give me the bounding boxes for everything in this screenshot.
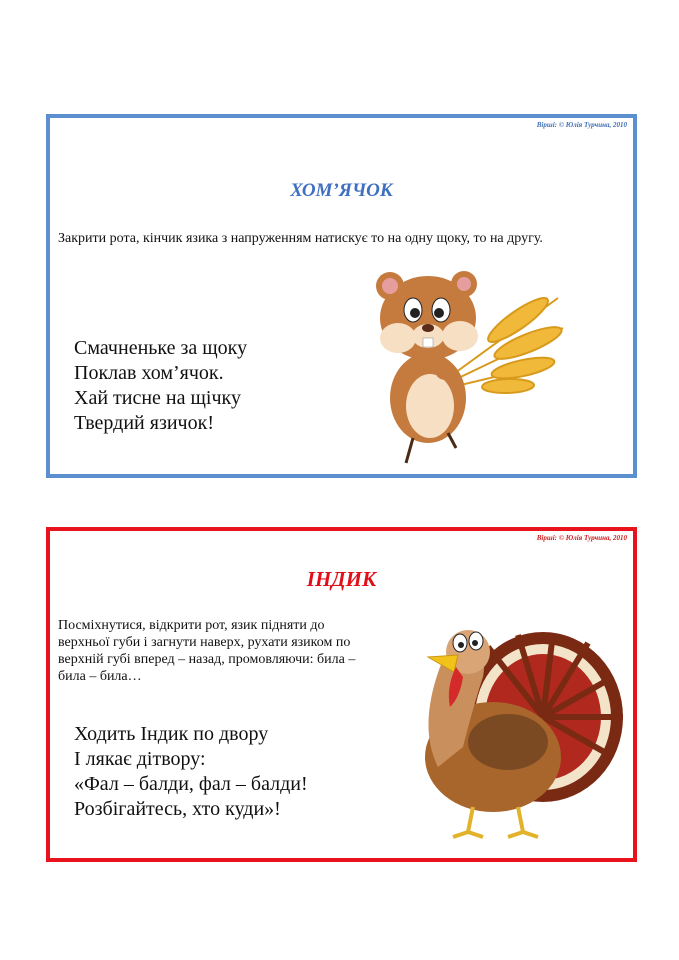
hamster-illustration (368, 258, 568, 468)
poem-line: Твердий язичок! (74, 412, 214, 434)
card-title: ХОМ’ЯЧОК (290, 180, 393, 201)
poem-line: Хай тисне на щічку (74, 387, 241, 409)
turkey-illustration (368, 607, 628, 847)
poem-line: Смачненьке за щоку (74, 337, 248, 359)
poem-line: Поклав хом’ячок. (74, 362, 224, 384)
poem (74, 336, 247, 436)
poem-line: Ходить Індик по двору (74, 723, 269, 745)
card-title: ІНДИК (306, 567, 377, 591)
poem-line: І лякає дітвору: (74, 748, 206, 770)
instruction-text: Закрити рота, кінчик язика з напруженням натискує то на одну щоку, то на другу. (58, 231, 543, 246)
poem-line: Розбігайтесь, хто куди»! (74, 798, 281, 820)
card-turkey (46, 527, 637, 862)
instruction-text: Посміхнутися, відкрити рот, язик підняти до верхньої губи і загнути наверх, рухати язиком по верхній губі вперед – назад, промовляючи: била – била – била… (58, 618, 356, 684)
poem-line: «Фал – балди, фал – балди! (74, 773, 308, 795)
card-hamster (46, 114, 637, 478)
poem (74, 722, 308, 822)
credit-text: Вірші: © Юлія Турчина, 2010 (536, 121, 627, 129)
credit-text: Вірші: © Юлія Турчина, 2010 (536, 534, 627, 542)
